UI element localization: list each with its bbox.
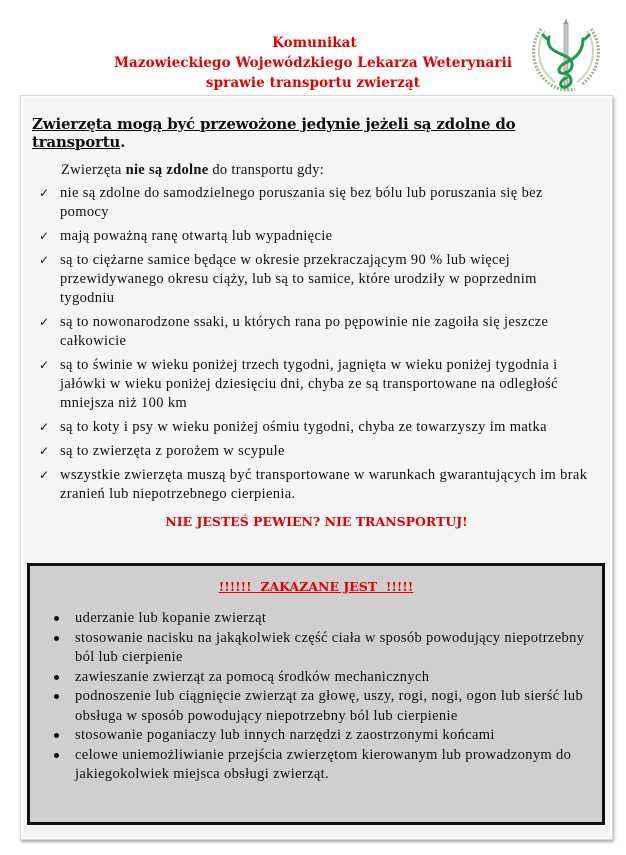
list-item: uderzanie lub kopanie zwierząt <box>51 609 591 629</box>
header-subject: sprawie transportu zwierząt <box>205 75 421 91</box>
checkmark-icon: ✓ <box>39 229 50 243</box>
list-item: podnoszenie lub ciągnięcie zwierząt za głowę, uszy, rogi, nogi, ogon lub sierść lub obsługa w sposób powodujący niepotrzebny ból lub cierpienie <box>51 687 591 726</box>
list-item: stosowanie poganiaczy lub innych narzędzi z zaostrzonymi końcami <box>51 726 591 746</box>
list-item: ✓ mają poważną ranę otwartą lub wypadnięcie <box>39 228 333 244</box>
list-item: celowe uniemożliwianie przejścia zwierzętom kierowanym lub prowadzonym do jakiegokolwiek miejsca obsługi zwierząt. <box>51 746 591 785</box>
forbidden-title: !!!!!! ZAKAZANE JEST !!!!! <box>218 579 414 594</box>
bullet-dot-icon <box>54 733 59 738</box>
list-item: ✓ są to nowonarodzone ssaki, u których rana po pępowinie nie zagoiła się jeszcze całkowicie <box>39 314 549 349</box>
list-item: ✓ są to ciężarne samice będące w okresie przekraczającym 90 % lub więcej przewidywanego okresu ciąży, lub są to samice, które urodziły w poprzednim tygodniu <box>39 252 537 306</box>
checkmark-icon: ✓ <box>39 315 50 329</box>
list-item: ✓ są to zwierzęta z porożem w scypule <box>39 443 285 459</box>
forbidden-list <box>51 609 591 785</box>
checkmark-icon: ✓ <box>39 358 50 372</box>
list-item: ✓ nie są zdolne do samodzielnego poruszania się bez bólu lub poruszania się bez pomocy <box>39 185 543 220</box>
fitness-panel <box>20 95 613 840</box>
bullet-dot-icon <box>54 636 59 641</box>
header-authority: Mazowieckiego Wojewódzkiego Lekarza Weterynarii <box>113 55 513 71</box>
checkmark-icon: ✓ <box>39 253 50 267</box>
bullet-dot-icon <box>54 694 59 699</box>
fitness-intro: Zwierzęta nie są zdolne do transportu gdy: <box>61 162 325 178</box>
list-item: ✓ wszystkie zwierzęta muszą być transportowane w warunkach gwarantujących im brak zranień lub niepotrzebnego cierpienia. <box>39 467 588 502</box>
bullet-dot-icon <box>54 753 59 758</box>
checkmark-icon: ✓ <box>39 468 50 482</box>
list-item: ✓ są to koty i psy w wieku poniżej ośmiu tygodni, chyba ze towarzyszy im matka <box>39 419 547 435</box>
bullet-dot-icon <box>54 616 59 621</box>
header-title: Komunikat <box>272 35 357 51</box>
bullet-dot-icon <box>54 675 59 680</box>
list-item: zawieszanie zwierząt za pomocą środków mechanicznych <box>51 668 591 688</box>
warning-text: NIE JESTEŚ PEWIEN? NIE TRANSPORTUJ! <box>165 514 468 529</box>
checkmark-icon: ✓ <box>39 444 50 458</box>
forbidden-box <box>27 563 605 825</box>
veterinary-caduceus-wreath-icon <box>527 15 605 95</box>
list-item: ✓ są to świnie w wieku poniżej trzech tygodni, jagnięta w wieku poniżej tygodnia i jałówki w wieku poniżej dziesięciu dni, chyba ze są transportowane na odległość mniejsza niż 100 km <box>39 357 558 411</box>
checkmark-icon: ✓ <box>39 186 50 200</box>
list-item: stosowanie nacisku na jakąkolwiek część ciała w sposób powodujący niepotrzebny ból lub cierpienie <box>51 629 591 668</box>
checkmark-icon: ✓ <box>39 420 50 434</box>
unfit-conditions-list <box>35 184 595 509</box>
fitness-headline: Zwierzęta mogą być przewożone jedynie jeżeli są zdolne do transportu. <box>32 115 516 151</box>
